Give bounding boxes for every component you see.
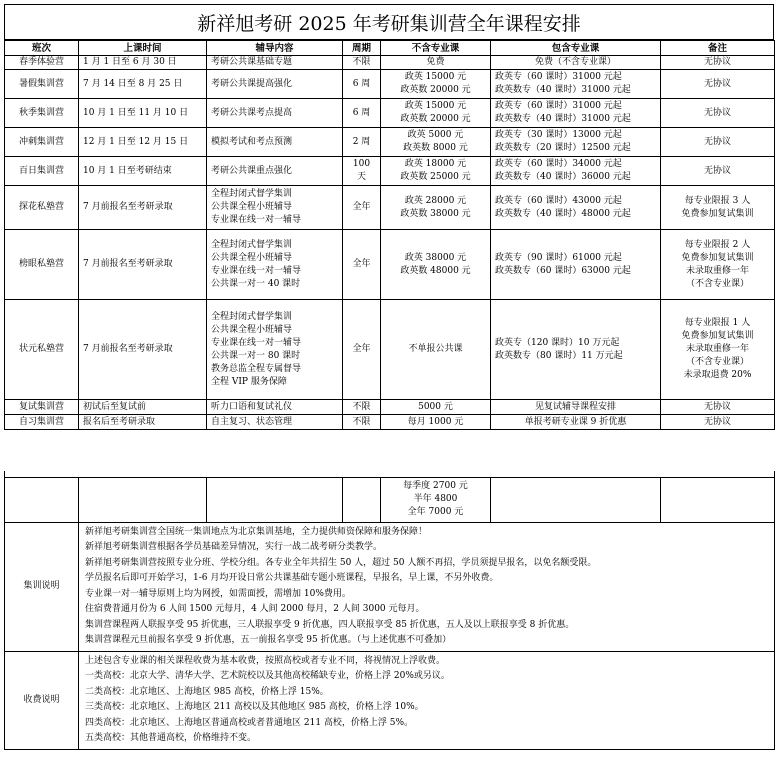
class-content — [207, 70, 343, 99]
class-period: 不限 — [343, 415, 381, 430]
cell-line: 政英 15000 元 — [404, 101, 467, 111]
cell-line: 免费参加复试集训 — [681, 252, 754, 263]
class-content — [207, 157, 343, 186]
cell-line: 公共课全程小班辅导 — [211, 252, 293, 263]
note-row — [5, 522, 775, 651]
note-line: 集训营课程两人联报享受 95 折优惠，三人联报享受 9 折优惠，四人联报享受 85 折优惠，五人及以上联报享受 8 折优惠。 — [85, 619, 575, 630]
table-row — [5, 128, 775, 157]
class-time: 7 月前报名至考研录取 — [79, 300, 207, 400]
cell-line: 政英 18000 元 — [404, 159, 467, 169]
cell-line: 政英 28000 元 — [404, 195, 467, 206]
note-body — [79, 522, 775, 651]
class-period: 全年 — [343, 230, 381, 300]
cell-line: 每专业限报 1 人 — [684, 318, 751, 328]
note-line: 四类高校：北京地区、上海地区普通高校或者普通地区 211 高校，价格上浮 5%。 — [85, 717, 414, 728]
cell-line: 专业课在线一对一辅导 — [211, 265, 302, 276]
note-line: 学员报名后即可开始学习，1-6 月均开设日常公共课基础专题小班课程，早报名，早上课，不另外收费。 — [85, 573, 499, 583]
note-line: 新祥旭考研集训营按照专业分班、学校分组。各专业全年共招生 50 人，超过 50 人额不再招，学员须提早报名，以免名额受限。 — [85, 557, 597, 568]
table-row — [5, 230, 775, 300]
cell-line: 无协议 — [703, 57, 731, 67]
cell-line: 政英数专（40 课时）36000 元起 — [495, 172, 631, 182]
note-line: 集训营课程元旦前报名享受 9 折优惠，五一前报名享受 95 折优惠。（与上述优惠不可叠加） — [85, 635, 452, 645]
class-content — [207, 230, 343, 300]
class-name: 秋季集训营 — [5, 99, 79, 128]
cell-line: 无协议 — [703, 165, 731, 176]
header-with-major: 包含专业课 — [491, 41, 661, 56]
cell-line: 政英数专（20 课时）12500 元起 — [495, 143, 631, 153]
cell-line: 政英 15000 元 — [404, 72, 467, 82]
class-remark — [661, 186, 775, 230]
class-time: 7 月前报名至考研录取 — [79, 230, 207, 300]
cell-line: 政英数专（60 课时）63000 元起 — [495, 265, 631, 276]
class-time: 7 月前报名至考研录取 — [79, 186, 207, 230]
note-line: 一类高校：北京大学、清华大学、艺术院校以及其他高校稀缺专业，价格上浮 20%或另议。 — [85, 671, 450, 681]
cell-line: 免费参加复试集训 — [681, 208, 754, 219]
cell-line: 全年 7000 元 — [407, 507, 464, 517]
cell-line: 全程封闭式督学集训 — [211, 239, 293, 250]
class-remark — [661, 99, 775, 128]
cell-line: 政英数 38000 元 — [400, 208, 471, 219]
class-time: 12 月 1 日至 12 月 15 日 — [79, 128, 207, 157]
header-remark: 备注 — [661, 41, 775, 56]
note-line: 新祥旭考研集训营根据各学员基础差异情况，实行一战二战考研分类教学。 — [85, 542, 383, 552]
table-row — [5, 400, 775, 415]
cell-line: 全程封闭式督学集训 — [211, 189, 293, 199]
class-time: 1 月 1 日至 6 月 30 日 — [79, 56, 207, 70]
class-content — [207, 56, 343, 70]
cell-line: 政英 5000 元 — [407, 130, 464, 140]
cell-line: 未录取重修一年 — [685, 344, 749, 354]
cell-line: 免费（不含专业课） — [534, 57, 616, 67]
note-body — [79, 651, 775, 749]
cell-line: 全程封闭式督学集训 — [211, 311, 293, 322]
cell-line: 政英专（60 课时）43000 元起 — [495, 195, 622, 206]
note-line: 五类高校：其他普通高校，价格维持不变。 — [85, 733, 257, 743]
class-remark — [661, 230, 775, 300]
note-line: 二类高校：北京地区、上海地区 985 高校，价格上浮 15%。 — [85, 686, 329, 697]
class-name: 榜眼私塾营 — [5, 230, 79, 300]
cell-line: 每季度 2700 元 — [403, 481, 468, 491]
cell-line: 公共课一对一 40 课时 — [211, 278, 301, 289]
class-period: 6 周 — [343, 70, 381, 99]
cell-line: 模拟考试和考点预测 — [211, 136, 293, 147]
class-time: 10 月 1 日至考研结束 — [79, 157, 207, 186]
cell-line: 自主复习、状态管理 — [211, 416, 293, 427]
header-class: 班次 — [5, 41, 79, 56]
note-line: 三类高校：北京地区、上海地区 211 高校以及其他地区 985 高校，价格上浮 10%。 — [85, 702, 424, 712]
extra-price-row — [5, 477, 775, 522]
class-period: 2 周 — [343, 128, 381, 157]
price-with-major — [491, 128, 661, 157]
class-name: 复试集训营 — [5, 400, 79, 415]
table-header-row — [5, 41, 775, 56]
class-name: 暑假集训营 — [5, 70, 79, 99]
class-name: 冲刺集训营 — [5, 128, 79, 157]
header-no-major: 不含专业课 — [381, 41, 491, 56]
class-period: 6 周 — [343, 99, 381, 128]
price-with-major — [491, 99, 661, 128]
cell-line: 政英专（60 课时）34000 元起 — [495, 159, 622, 169]
table-row — [5, 415, 775, 430]
note-line: 专业课一对一辅导原则上均为网授，如需面授，需增加 10%费用。 — [85, 588, 351, 599]
class-name: 自习集训营 — [5, 415, 79, 430]
cell-line: 政英数专（80 课时）11 万元起 — [495, 350, 623, 361]
cell-line: 每专业限报 2 人 — [684, 239, 751, 250]
cell-line: 未录取重修一年 — [685, 265, 749, 276]
class-period: 不限 — [343, 400, 381, 415]
cell-line: 专业课在线一对一辅导 — [211, 337, 302, 348]
note-line: 住宿费普通月份为 6 人间 1500 元每月，4 人间 2000 每月，2 人间 3000 元每月。 — [85, 604, 425, 614]
class-remark — [661, 70, 775, 99]
class-time: 初试后至复试前 — [79, 400, 207, 415]
class-time: 10 月 1 日至 11 月 10 日 — [79, 99, 207, 128]
cell-line: 每月 1000 元 — [407, 416, 464, 427]
cell-line: 半年 4800 — [413, 494, 458, 504]
notes-table — [4, 471, 775, 750]
price-no-major — [381, 400, 491, 415]
cell-line: 单报考研专业课 9 折优惠 — [524, 416, 627, 427]
price-with-major — [491, 157, 661, 186]
cell-line: 无协议 — [703, 136, 731, 147]
class-period: 全年 — [343, 186, 381, 230]
cell-line: 政英数 48000 元 — [400, 265, 471, 276]
class-time: 7 月 14 日至 8 月 25 日 — [79, 70, 207, 99]
price-with-major — [491, 415, 661, 430]
note-row — [5, 651, 775, 749]
price-no-major — [381, 186, 491, 230]
class-period: 100 天 — [343, 157, 381, 186]
cell-line: 专业课在线一对一辅导 — [211, 215, 302, 225]
price-with-major — [491, 400, 661, 415]
table-row — [5, 56, 775, 70]
cell-line: 政英数 25000 元 — [400, 172, 471, 182]
price-with-major — [491, 300, 661, 400]
cell-line: 5000 元 — [418, 401, 453, 412]
cell-line: 无协议 — [703, 401, 731, 412]
cell-line: 政英专（90 课时）61000 元起 — [495, 252, 622, 263]
cell-line: （不含专业课） — [685, 357, 749, 367]
cell-line: 公共课全程小班辅导 — [211, 202, 293, 212]
table-row — [5, 99, 775, 128]
price-no-major — [381, 128, 491, 157]
price-with-major — [491, 186, 661, 230]
class-name: 百日集训营 — [5, 157, 79, 186]
class-name: 春季体验营 — [5, 56, 79, 70]
price-no-major — [381, 70, 491, 99]
table-row — [5, 157, 775, 186]
cell-line: 考研公共课重点强化 — [211, 165, 293, 176]
class-remark — [661, 157, 775, 186]
cell-line: 未录取退费 20% — [683, 370, 752, 380]
class-remark — [661, 128, 775, 157]
cell-line: 考研公共课基础专题 — [211, 57, 293, 67]
cell-line: 每专业限报 3 人 — [684, 195, 751, 206]
price-no-major — [381, 300, 491, 400]
table-row — [5, 300, 775, 400]
note-line: 新祥旭考研集训营全国统一集训地点为北京集训基地，全力提供师资保障和服务保障！ — [85, 526, 428, 537]
header-content: 辅导内容 — [207, 41, 343, 56]
cell-line: 政英专（30 课时）13000 元起 — [495, 130, 622, 140]
cell-line: 政英数专（40 课时）48000 元起 — [495, 208, 631, 219]
class-content — [207, 300, 343, 400]
class-period: 不限 — [343, 56, 381, 70]
price-no-major — [381, 157, 491, 186]
header-time: 上课时间 — [79, 41, 207, 56]
cell-line: 考研公共课考点提高 — [211, 107, 293, 118]
price-no-major — [381, 415, 491, 430]
cell-line: 教务总监全程专属督导 — [211, 363, 302, 374]
cell-line: 政英专（60 课时）31000 元起 — [495, 101, 622, 111]
class-remark — [661, 415, 775, 430]
class-content — [207, 415, 343, 430]
class-content — [207, 186, 343, 230]
cell-line: 考研公共课提高强化 — [211, 78, 293, 89]
table-row — [5, 70, 775, 99]
cell-line: 无协议 — [703, 107, 731, 118]
class-remark — [661, 56, 775, 70]
cell-line: 听力口语和复试礼仪 — [211, 401, 293, 412]
cell-line: 政英专（120 课时）10 万元起 — [495, 337, 620, 348]
class-remark — [661, 400, 775, 415]
cell-line: 免费参加复试集训 — [681, 331, 754, 341]
class-name: 状元私塾营 — [5, 300, 79, 400]
cell-line: （不含专业课） — [685, 278, 749, 289]
cell-line: 政英 38000 元 — [404, 252, 467, 263]
cell-line: 全程 VIP 服务保障 — [211, 376, 287, 387]
cell-line: 公共课全程小班辅导 — [211, 324, 293, 335]
cell-line: 无协议 — [703, 78, 731, 89]
class-time: 报名后至考研录取 — [79, 415, 207, 430]
price-no-major — [381, 230, 491, 300]
page-title: 新祥旭考研 2025 年考研集训营全年课程安排 — [4, 4, 774, 40]
class-content — [207, 128, 343, 157]
cell-line: 公共课一对一 80 课时 — [211, 350, 301, 361]
cell-line: 政英数 8000 元 — [403, 143, 468, 153]
class-remark — [661, 300, 775, 400]
class-content — [207, 400, 343, 415]
note-label: 收费说明 — [5, 651, 79, 749]
price-no-major — [381, 56, 491, 70]
cell-line: 政英专（60 课时）31000 元起 — [495, 72, 622, 82]
price-with-major — [491, 230, 661, 300]
cell-line: 政英数专（40 课时）31000 元起 — [495, 114, 631, 124]
price-with-major — [491, 70, 661, 99]
note-line: 上述包含专业课的相关课程收费为基本收费，按照高校或者专业不同，将视情况上浮收费。 — [85, 655, 446, 666]
class-name: 探花私塾营 — [5, 186, 79, 230]
cell-line: 政英数专（40 课时）31000 元起 — [495, 85, 631, 95]
self-study-price-options — [381, 477, 491, 522]
header-period: 周期 — [343, 41, 381, 56]
class-content — [207, 99, 343, 128]
note-label: 集训说明 — [5, 522, 79, 651]
price-no-major — [381, 99, 491, 128]
cell-line: 无协议 — [703, 416, 731, 427]
cell-line: 政英数 20000 元 — [400, 85, 471, 95]
course-table — [4, 40, 775, 430]
cell-line: 不单报公共课 — [408, 344, 463, 354]
class-period: 全年 — [343, 300, 381, 400]
table-row — [5, 186, 775, 230]
cell-line: 政英数 20000 元 — [400, 114, 471, 124]
cell-line: 免费 — [426, 57, 445, 67]
cell-line: 见复试辅导课程安排 — [534, 401, 616, 412]
price-with-major — [491, 56, 661, 70]
